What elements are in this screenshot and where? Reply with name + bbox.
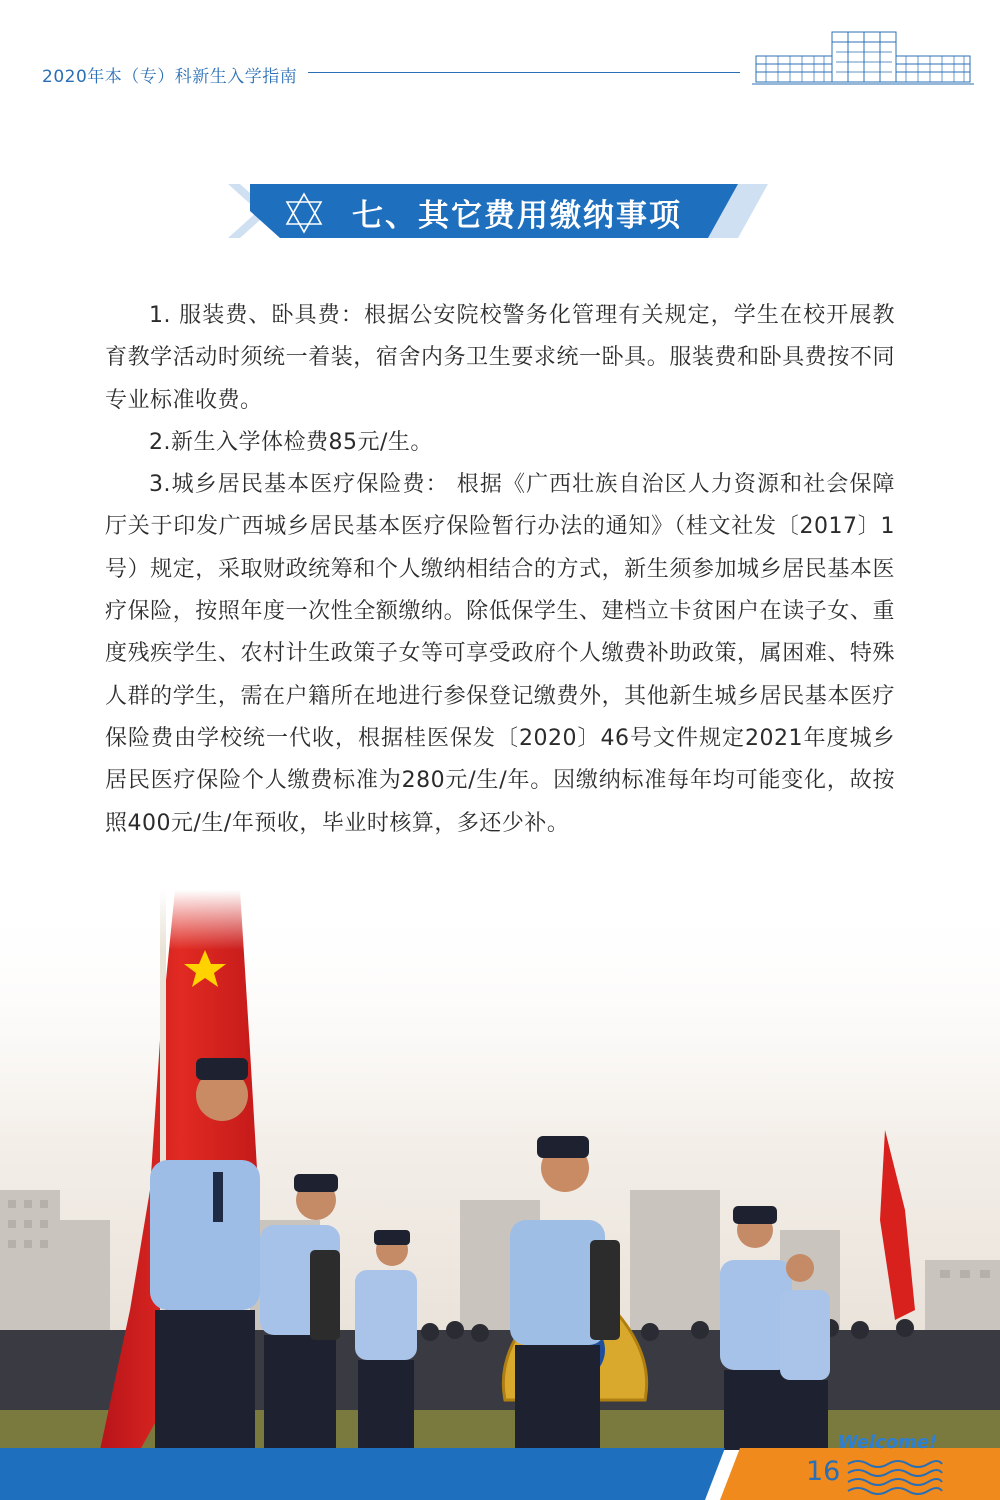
campus-building-icon [752, 28, 974, 88]
parade-photo [0, 890, 1000, 1450]
body-text [105, 295, 895, 845]
paragraph-medical-insurance-fee: 3.城乡居民基本医疗保险费： 根据《广西壮族自治区人力资源和社会保障厅关于印发广西城乡居民基本医疗保险暂行办法的通知》（桂文社发〔2017〕1号）规定，采取财政统筹和个人缴纳相结合的方式，新生须参加城乡居民基本医疗保险，按照年度一次性全额缴纳。除低保学生、建档立卡贫困户在读子女、重度残疾学生、农村计生政策子女等可享受政府个人缴费补助政策，属困难、特殊人群的学生，需在户籍所在地进行参保登记缴费外，其他新生城乡居民基本医疗保险费由学校统一代收，根据桂医保发〔2020〕46号文件规定2021年度城乡居民医疗保险个人缴费标准为280元/生/年。因缴纳标准每年均可能变化，故按照400元/生/年预收，毕业时核算，多还少补。 [105, 472, 895, 836]
header-divider [308, 72, 740, 73]
header-title: 2020年本（专）科新生入学指南 [42, 67, 298, 87]
page-number: 16 [806, 1456, 841, 1487]
paragraph-clothing-fee: 1. 服装费、卧具费：根据公安院校警务化管理有关规定，学生在校开展教育教学活动时须统一着装，宿舍内务卫生要求统一卧具。服装费和卧具费按不同专业标准收费。 [105, 303, 895, 413]
welcome-label: Welcome! [838, 1432, 938, 1453]
paragraph-medical-exam-fee: 2.新生入学体检费85元/生。 [149, 429, 433, 455]
section-title: 七、其它费用缴纳事项 [352, 198, 682, 234]
